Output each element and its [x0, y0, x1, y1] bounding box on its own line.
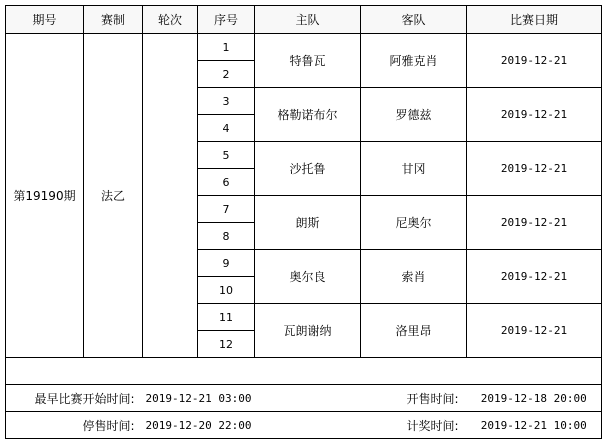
seq-cell: 9: [198, 250, 255, 277]
header-date: 比赛日期: [467, 6, 602, 34]
seq-cell: 2: [198, 61, 255, 88]
header-home: 主队: [255, 6, 361, 34]
seq-cell: 6: [198, 169, 255, 196]
match-date-cell: 2019-12-21: [467, 88, 602, 142]
seq-cell: 10: [198, 277, 255, 304]
match-date-cell: 2019-12-21: [467, 34, 602, 88]
home-team-cell: 瓦朗谢纳: [255, 304, 361, 358]
away-team-cell: 洛里昂: [361, 304, 467, 358]
match-date-cell: 2019-12-21: [467, 304, 602, 358]
sale-stop-value: 2019-12-20 22:00: [143, 412, 255, 439]
match-date-cell: 2019-12-21: [467, 250, 602, 304]
home-team-cell: 格勒诺布尔: [255, 88, 361, 142]
header-round: 轮次: [143, 6, 198, 34]
blank-row: [6, 358, 602, 385]
header-away: 客队: [361, 6, 467, 34]
away-team-cell: 索肖: [361, 250, 467, 304]
match-date-cell: 2019-12-21: [467, 142, 602, 196]
award-label: 计奖时间:: [255, 412, 467, 439]
home-team-cell: 朗斯: [255, 196, 361, 250]
seq-cell: 11: [198, 304, 255, 331]
format-cell: 法乙: [84, 34, 143, 358]
seq-cell: 12: [198, 331, 255, 358]
seq-cell: 5: [198, 142, 255, 169]
sale-start-label: 开售时间:: [255, 385, 467, 412]
match-date-cell: 2019-12-21: [467, 196, 602, 250]
header-format: 赛制: [84, 6, 143, 34]
header-row: [6, 6, 602, 34]
away-team-cell: 甘冈: [361, 142, 467, 196]
seq-cell: 4: [198, 115, 255, 142]
away-team-cell: 罗德兹: [361, 88, 467, 142]
earliest-start-value: 2019-12-21 03:00: [143, 385, 255, 412]
away-team-cell: 尼奥尔: [361, 196, 467, 250]
away-team-cell: 阿雅克肖: [361, 34, 467, 88]
home-team-cell: 沙托鲁: [255, 142, 361, 196]
footer-row-1: [6, 385, 602, 412]
lottery-schedule-table: [5, 5, 602, 439]
sale-start-value: 2019-12-18 20:00: [467, 385, 602, 412]
home-team-cell: 奥尔良: [255, 250, 361, 304]
award-value: 2019-12-21 10:00: [467, 412, 602, 439]
round-cell: [143, 34, 198, 358]
sale-stop-label: 停售时间:: [6, 412, 143, 439]
header-issue: 期号: [6, 6, 84, 34]
table-row: [6, 34, 602, 61]
seq-cell: 8: [198, 223, 255, 250]
earliest-start-label: 最早比赛开始时间:: [6, 385, 143, 412]
header-seq: 序号: [198, 6, 255, 34]
home-team-cell: 特鲁瓦: [255, 34, 361, 88]
seq-cell: 1: [198, 34, 255, 61]
footer-row-2: [6, 412, 602, 439]
seq-cell: 7: [198, 196, 255, 223]
issue-cell: 第19190期: [6, 34, 84, 358]
seq-cell: 3: [198, 88, 255, 115]
blank-cell: [6, 358, 602, 385]
